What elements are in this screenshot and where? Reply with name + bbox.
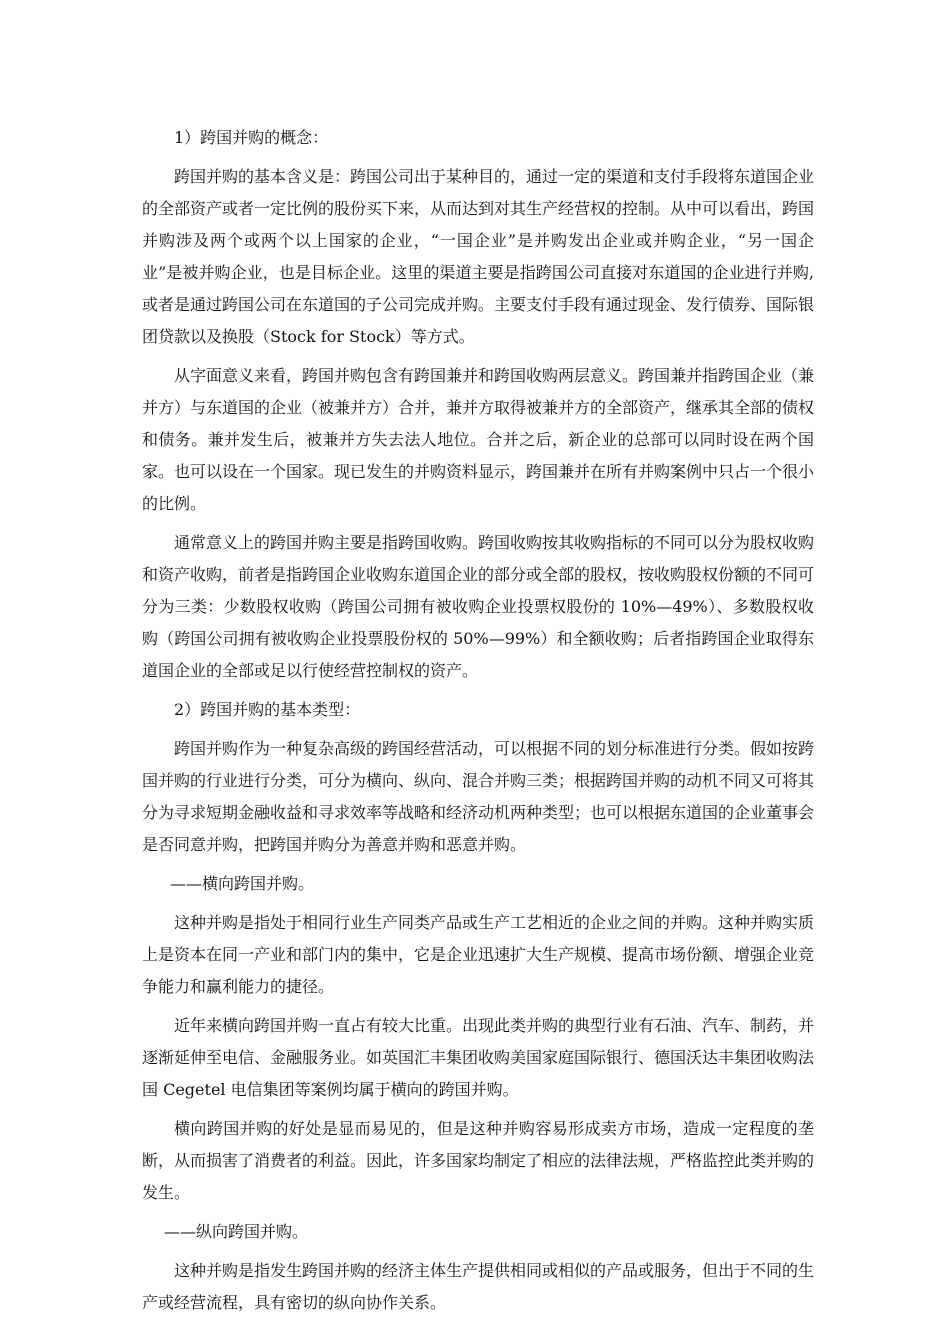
paragraph-definition: 跨国并购的基本含义是：跨国公司出于某种目的，通过一定的渠道和支付手段将东道国企业的全部资产或者一定比例的股份买下来，从而达到对其生产经营权的控制。从中可以看出，跨国并购涉及两个或两个以上国家的企业，“一国企业”是并购发出企业或并购企业，“另一国企业”是被并购企业，也是目标企业。这里的渠道主要是指跨国公司直接对东道国的企业进行并购,或者是通过跨国公司在东道国的子公司完成并购。主要支付手段有通过现金、发行债券、国际银团贷款以及换股（Stock for Stock）等方式。 [142,167,815,346]
paragraph-classification: 跨国并购作为一种复杂高级的跨国经营活动，可以根据不同的划分标准进行分类。假如按跨国并购的行业进行分类，可分为横向、纵向、混合并购三类；根据跨国并购的动机不同又可将其分为寻求短期金融收益和寻求效率等战略和经济动机两种类型；也可以根据东道国的企业董事会是否同意并购，把跨国并购分为善意并购和恶意并购。 [142,739,815,854]
paragraph-horizontal-examples: 近年来横向跨国并购一直占有较大比重。出现此类并购的典型行业有石油、汽车、制药，并逐渐延伸至电信、金融服务业。如英国汇丰集团收购美国家庭国际银行、德国沃达丰集团收购法国 Cegetel 电信集团等案例均属于横向的跨国并购。 [142,1016,815,1099]
paragraph-literal-meaning: 从字面意义来看，跨国并购包含有跨国兼并和跨国收购两层意义。跨国兼并指跨国企业（兼并方）与东道国的企业（被兼并方）合并，兼并方取得被兼并方的全部资产，继承其全部的债权和债务。兼并发生后，被兼并方失去法人地位。合并之后，新企业的总部可以同时设在两个国家。也可以设在一个国家。现已发生的并购资料显示，跨国兼并在所有并购案例中只占一个很小的比例。 [142,366,815,513]
paragraph-horizontal-definition: 这种并购是指处于相同行业生产同类产品或生产工艺相近的企业之间的并购。这种并购实质上是资本在同一产业和部门内的集中，它是企业迅速扩大生产规模、提高市场份额、增强企业竞争能力和赢利能力的捷径。 [142,913,815,996]
paragraph-acquisition: 通常意义上的跨国并购主要是指跨国收购。跨国收购按其收购指标的不同可以分为股权收购和资产收购，前者是指跨国企业收购东道国企业的部分或全部的股权，按收购股权份额的不同可分为三类：少数股权收购（跨国公司拥有被收购企业投票权股份的 10%—49%）、多数股权收购（跨国公司拥有被收购企业投票股份权的 50%—99%）和全额收购；后者指跨国企业取得东道国企业的全部或足以行使经营控制权的资产。 [142,533,815,680]
paragraph-horizontal-pros-cons: 横向跨国并购的好处是显而易见的，但是这种并购容易形成卖方市场，造成一定程度的垄断，从而损害了消费者的利益。因此，许多国家均制定了相应的法律法规，严格监控此类并购的发生。 [142,1119,815,1202]
section-heading-types: 2）跨国并购的基本类型： [174,700,361,719]
subheading-vertical: ——纵向跨国并购。 [164,1222,309,1241]
subheading-horizontal: ——横向跨国并购。 [170,874,315,893]
document-body [142,122,814,1326]
paragraph-vertical-definition: 这种并购是指发生跨国并购的经济主体生产提供相同或相似的产品或服务，但出于不同的生产或经营流程，具有密切的纵向协作关系。 [142,1261,815,1312]
section-heading-concept: 1）跨国并购的概念： [174,128,329,147]
